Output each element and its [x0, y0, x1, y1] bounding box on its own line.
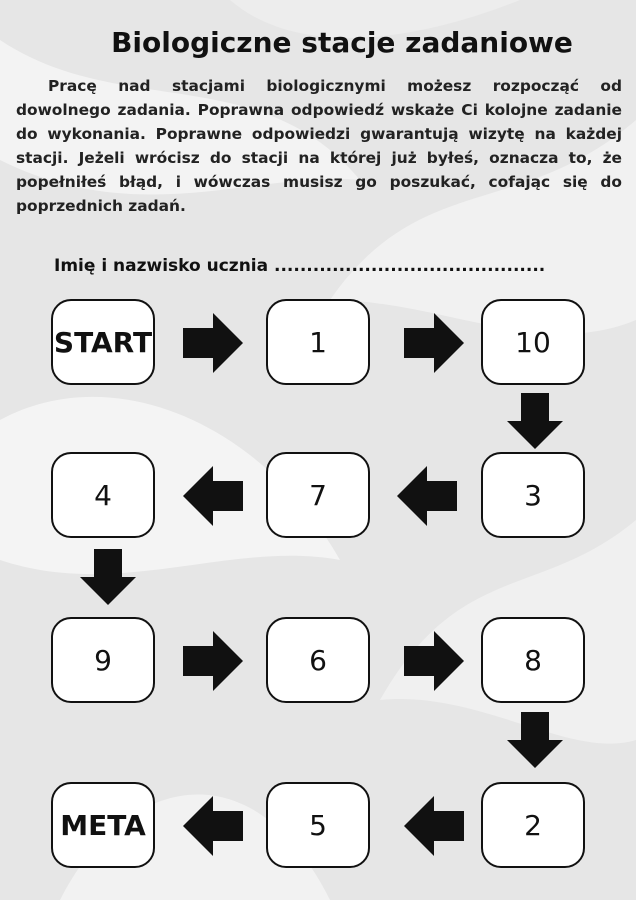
station-10: 10	[481, 299, 585, 385]
station-4: 4	[51, 452, 155, 538]
station-1: 1	[266, 299, 370, 385]
station-meta: META	[51, 782, 155, 868]
arrow-down-icon	[507, 393, 563, 449]
station-start: START	[51, 299, 155, 385]
arrow-left-icon	[397, 466, 457, 526]
station-2: 2	[481, 782, 585, 868]
station-6: 6	[266, 617, 370, 703]
arrow-right-icon	[404, 631, 464, 691]
instructions-paragraph: Pracę nad stacjami biologicznymi możesz rozpocząć od dowolnego zadania. Poprawna odpowiedź wskaże Ci kolojne zadanie do wykonania. Poprawne odpowiedzi gwarantują wizytę na każdej stacji. Jeżeli wrócisz do stacji na której już byłeś, oznacza to, że popełniłeś błąd, i wówczas musisz go poszukać, cofając się do poprzednich zadań.	[16, 77, 622, 215]
station-5: 5	[266, 782, 370, 868]
station-9: 9	[51, 617, 155, 703]
page-title: Biologiczne stacje zadaniowe	[111, 26, 573, 59]
arrow-right-icon	[183, 631, 243, 691]
arrow-left-icon	[404, 796, 464, 856]
arrow-down-icon	[80, 549, 136, 605]
station-8: 8	[481, 617, 585, 703]
student-name-line: Imię i nazwisko ucznia ..........................................	[54, 256, 546, 276]
arrow-down-icon	[507, 712, 563, 768]
arrow-left-icon	[183, 466, 243, 526]
station-7: 7	[266, 452, 370, 538]
station-3: 3	[481, 452, 585, 538]
arrow-left-icon	[183, 796, 243, 856]
arrow-right-icon	[183, 313, 243, 373]
arrow-right-icon	[404, 313, 464, 373]
